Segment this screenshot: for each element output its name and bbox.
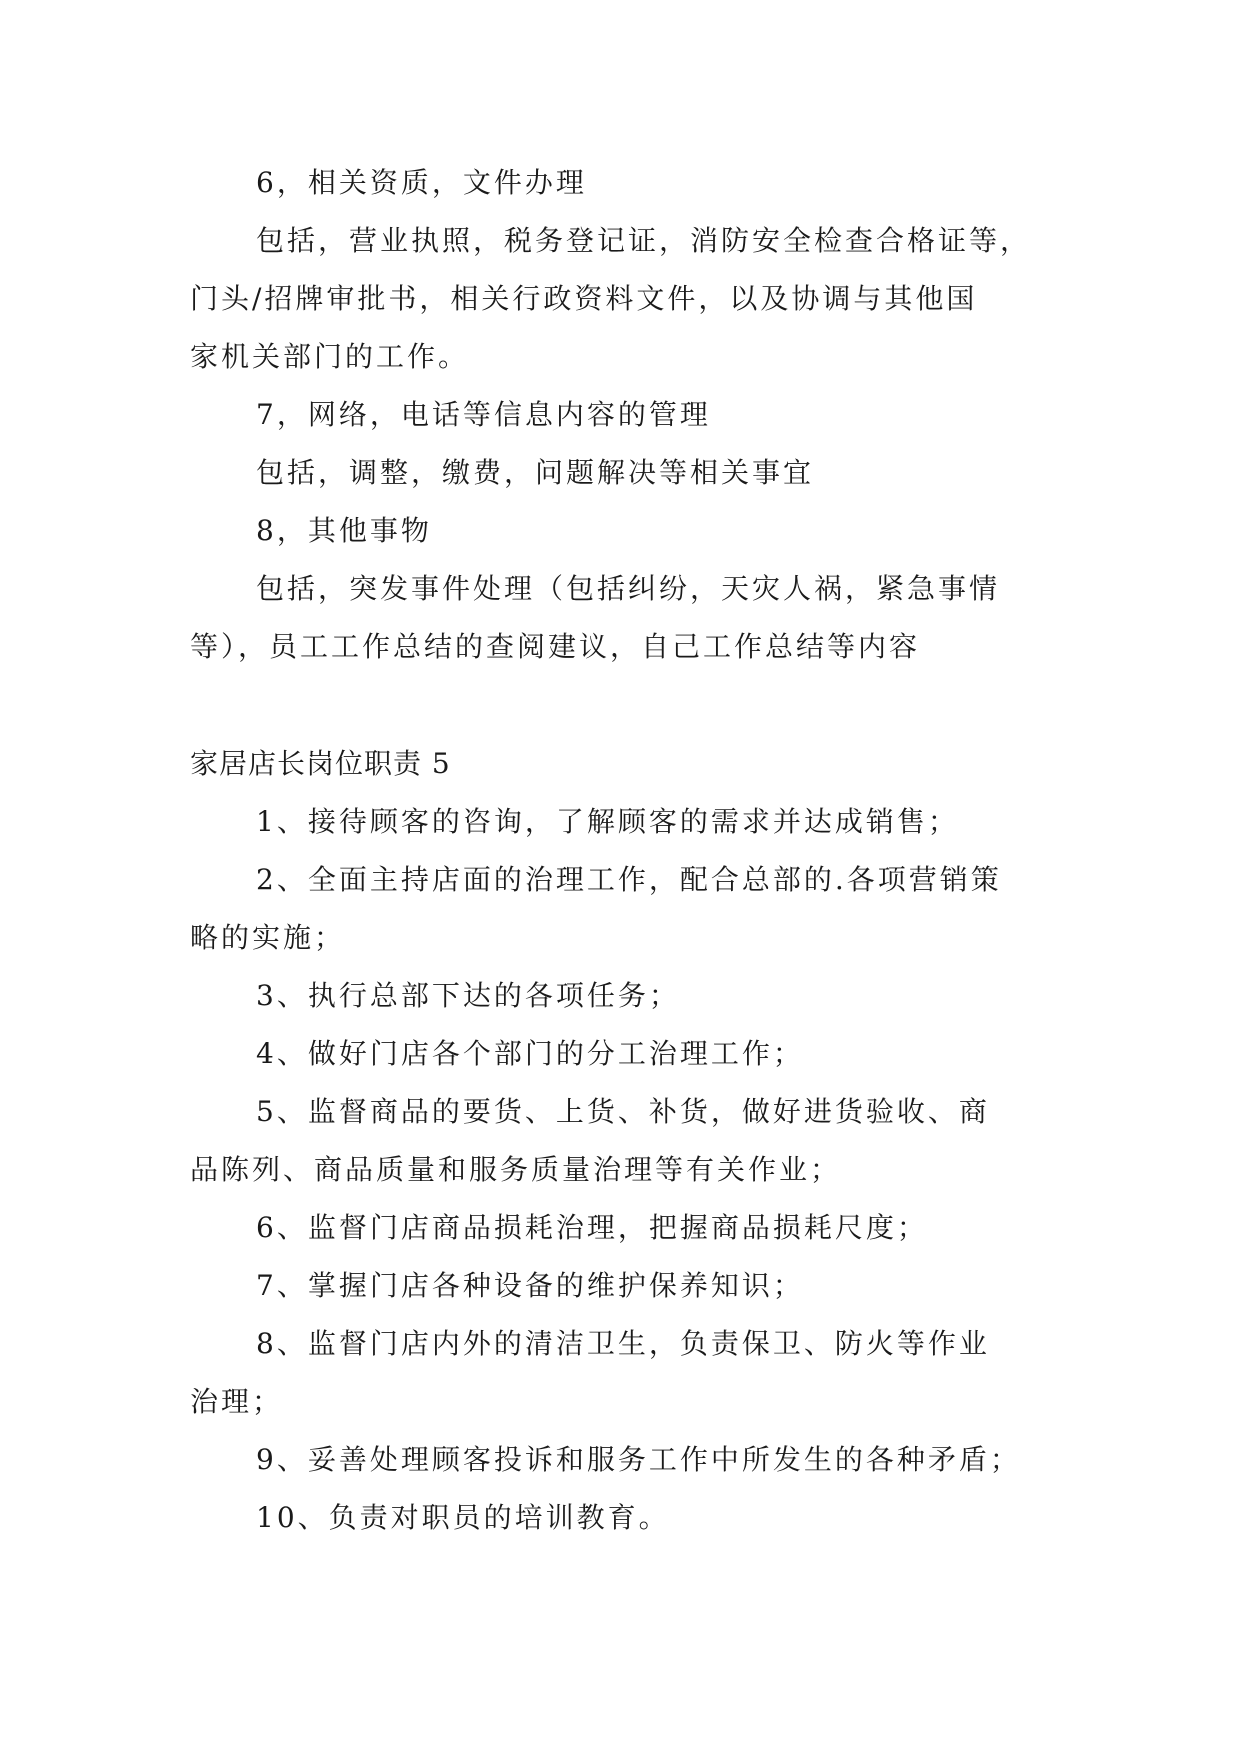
paragraph-line: 包括，突发事件处理（包括纠纷，天灾人祸，紧急事情 (256, 572, 1001, 605)
section-store-manager-duties (190, 735, 1050, 1547)
list-item: 3、执行总部下达的各项任务； (256, 979, 680, 1012)
list-item: 9、妥善处理顾客投诉和服务工作中所发生的各种矛盾； (256, 1443, 1021, 1476)
paragraph-line: 家机关部门的工作。 (190, 340, 470, 373)
paragraph-line: 包括，调整，缴费，问题解决等相关事宜 (256, 456, 815, 489)
paragraph-line: 7，网络，电话等信息内容的管理 (256, 398, 711, 431)
list-item: 8、监督门店内外的清洁卫生，负责保卫、防火等作业 (256, 1327, 990, 1360)
section-title: 家居店长岗位职责 5 (190, 747, 451, 780)
list-item: 10、负责对职员的培训教育。 (256, 1501, 670, 1534)
list-item: 5、监督商品的要货、上货、补货，做好进货验收、商 (256, 1095, 990, 1128)
section-continued-duties (190, 154, 1050, 676)
paragraph-line: 等），员工工作总结的查阅建议，自己工作总结等内容 (190, 630, 921, 663)
paragraph-line: 包括，营业执照，税务登记证，消防安全检查合格证等， (256, 224, 1032, 257)
list-item: 6、监督门店商品损耗治理，把握商品损耗尺度； (256, 1211, 928, 1244)
list-item: 品陈列、商品质量和服务质量治理等有关作业； (190, 1153, 842, 1186)
list-item: 7、掌握门店各种设备的维护保养知识； (256, 1269, 804, 1302)
paragraph-line: 门头/招牌审批书，相关行政资料文件，以及协调与其他国 (190, 282, 978, 315)
paragraph-line: 6，相关资质，文件办理 (256, 166, 587, 199)
paragraph-line: 8，其他事物 (256, 514, 432, 547)
list-item: 2、全面主持店面的治理工作，配合总部的.各项营销策 (256, 863, 1002, 896)
list-item: 略的实施； (190, 921, 346, 954)
list-item: 1、接待顾客的咨询，了解顾客的需求并达成销售； (256, 805, 959, 838)
list-item: 治理； (190, 1385, 284, 1418)
list-item: 4、做好门店各个部门的分工治理工作； (256, 1037, 804, 1070)
